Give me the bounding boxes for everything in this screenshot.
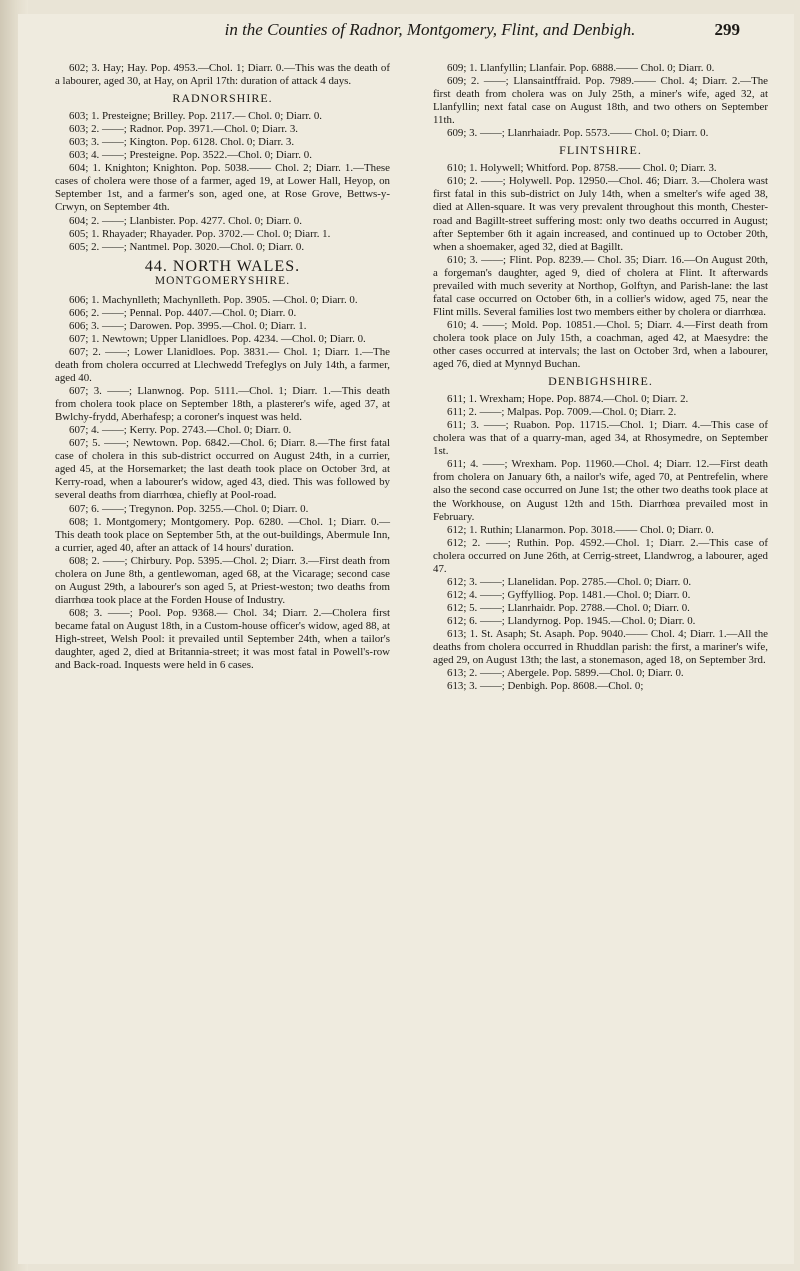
entry-paragraph: 603; 1. Presteigne; Brilley. Pop. 2117.— Chol. 0; Diarr. 0. [69, 110, 322, 123]
section-heading: MONTGOMERYSHIRE. [154, 274, 291, 287]
entry-paragraph: 612; 2. ——; Ruthin. Pop. 4592.—Chol. 1; Diarr. 2.—This case of cholera occurred on June 26th, at Cerrig-street, Llandwrog, a labourer, aged 47. [433, 536, 768, 575]
entry-paragraph: 611; 3. ——; Ruabon. Pop. 11715.—Chol. 1; Diarr. 4.—This case of cholera was that of a quarry-man, aged 34, at Rhosymedre, on September 1st. [433, 419, 768, 458]
entry-paragraph: 613; 1. St. Asaph; St. Asaph. Pop. 9040.—— Chol. 4; Diarr. 1.—All the deaths from cholera occurred in Rhuddlan parish: the first, a mariner's wife, aged 29, on August 13th; the last, a stonemason, aged 18, on September 3rd. [433, 627, 768, 667]
entry-paragraph: 604; 2. ——; Llanbister. Pop. 4277. Chol. 0; Diarr. 0. [69, 214, 302, 227]
entry-paragraph: 608; 3. ——; Pool. Pop. 9368.— Chol. 34; Diarr. 2.—Cholera first became fatal on August 18th, in a Custom-house officer's widow, aged 88, at High-street, Welsh Pool: it prevailed until September 24th, when a tailor's daughter, aged 2, died at Britannia-street; it was most fatal in Powell's-row and Back-road. Inquests were held in 6 cases. [55, 606, 390, 672]
section-heading: 44. NORTH WALES. [144, 257, 301, 275]
entry-paragraph: 611; 2. ——; Malpas. Pop. 7009.—Chol. 0; Diarr. 2. [447, 406, 677, 419]
entry-paragraph: 606; 2. ——; Pennal. Pop. 4407.—Chol. 0; Diarr. 0. [69, 306, 297, 319]
entry-paragraph: 610; 2. ——; Holywell. Pop. 12950.—Chol. 46; Diarr. 3.—Cholera wast first fatal in this sub-district on July 14th, when a smelter's wife aged 38, died at Allen-square. It was very prevalent throughout this month, Chester-road and Bagillt-street suffering most: only two deaths occurred in August; after September 6th it again increased, and continued up to October 20th, when a shoemaker, aged 32, died at Bagillt. [433, 175, 768, 253]
entry-paragraph: 610; 1. Holywell; Whitford. Pop. 8758.—— Chol. 0; Diarr. 3. [447, 162, 717, 175]
entry-paragraph: 607; 1. Newtown; Upper Llanidloes. Pop. 4234. —Chol. 0; Diarr. 0. [69, 332, 366, 345]
entry-paragraph: 608; 2. ——; Chirbury. Pop. 5395.—Chol. 2; Diarr. 3.—First death from cholera on June 8th, a gentlewoman, aged 68, at the Vicarage; second case on August 29th, a labourer's son aged 5, at Priest-weston; two deaths from diarrhœa took place at the Forden House of Industry. [55, 554, 390, 606]
entry-paragraph: 607; 3. ——; Llanwnog. Pop. 5111.—Chol. 1; Diarr. 1.—This death from cholera took place on September 18th, a plasterer's wife, aged 37, at Bwlchy-frydd, Aberhafesp; a coroner's inquest was held. [55, 385, 390, 424]
entry-paragraph: 611; 1. Wrexham; Hope. Pop. 8874.—Chol. 0; Diarr. 2. [447, 393, 689, 406]
entry-paragraph: 612; 5. ——; Llanrhaidr. Pop. 2788.—Chol. 0; Diarr. 0. [447, 601, 690, 614]
entry-paragraph: 612; 1. Ruthin; Llanarmon. Pop. 3018.—— Chol. 0; Diarr. 0. [447, 523, 714, 536]
section-heading: RADNORSHIRE. [172, 91, 273, 106]
entry-paragraph: 603; 3. ——; Kington. Pop. 6128. Chol. 0; Diarr. 3. [69, 136, 295, 149]
page-number: 299 [714, 20, 740, 39]
entry-paragraph: 603; 4. ——; Presteigne. Pop. 3522.—Chol. 0; Diarr. 0. [69, 149, 312, 162]
entry-paragraph: 607; 4. ——; Kerry. Pop. 2743.—Chol. 0; Diarr. 0. [69, 424, 292, 437]
entry-paragraph: 606; 3. ——; Darowen. Pop. 3995.—Chol. 0; Diarr. 1. [69, 319, 307, 332]
entry-paragraph: 612; 3. ——; Llanelidan. Pop. 2785.—Chol. 0; Diarr. 0. [447, 575, 692, 588]
entry-paragraph: 607; 5. ——; Newtown. Pop. 6842.—Chol. 6; Diarr. 8.—The first fatal case of cholera in this sub-district occurred on August 24th, in a currier, aged 45, at the Horsemarket; the last death took place on October 3rd, at Kerry-road, when a labourer's widow, aged 43, died. This was followed by several deaths from diarrhœa, chiefly at Pool-road. [55, 437, 390, 502]
section-heading: FLINTSHIRE. [559, 143, 642, 158]
left-column [55, 62, 390, 672]
running-header [120, 20, 740, 50]
entry-paragraph: 602; 3. Hay; Hay. Pop. 4953.—Chol. 1; Diarr. 0.—This was the death of a labourer, aged 30, at Hay, on April 17th: duration of attack 4 days. [55, 62, 390, 88]
entry-paragraph: 609; 1. Llanfyllin; Llanfair. Pop. 6888.—— Chol. 0; Diarr. 0. [447, 62, 715, 74]
entry-paragraph: 607; 6. ——; Tregynon. Pop. 3255.—Chol. 0; Diarr. 0. [69, 502, 309, 515]
entry-paragraph: 604; 1. Knighton; Knighton. Pop. 5038.—— Chol. 2; Diarr. 1.—These cases of cholera were those of a farmer, aged 19, at Lower Hall, Heyop, on September 1st, and a farmer's son, aged one, at Rose Grove, Bettws-y-Crwyn, on September 4th. [55, 162, 390, 214]
entry-paragraph: 612; 6. ——; Llandyrnog. Pop. 1945.—Chol. 0; Diarr. 0. [447, 614, 696, 627]
right-column [433, 62, 768, 693]
entry-paragraph: 603; 2. ——; Radnor. Pop. 3971.—Chol. 0; Diarr. 3. [69, 123, 299, 136]
entry-paragraph: 610; 3. ——; Flint. Pop. 8239.— Chol. 35; Diarr. 16.—On August 20th, a forgeman's daughter, aged 9, died of cholera at Flint. It afterwards prevailed with much severity at Northop, Golftyn, and Parish-lane: the last fatal case occurred on October 6th, in a collier's widow, aged 75, near the Flint mills. Several families lost two members either by cholera or diarrhœa. [433, 253, 768, 318]
entry-paragraph: 611; 4. ——; Wrexham. Pop. 11960.—Chol. 4; Diarr. 12.—First death from cholera on January 6th, a nailor's wife, aged 70, at Pentrefelin, where also the second case occurred on June 1st; the other two deaths took place at the Workhouse, on August 12th and 15th. Diarrhœa prevailed most in February. [433, 458, 768, 523]
entry-paragraph: 606; 1. Machynlleth; Machynlleth. Pop. 3905. —Chol. 0; Diarr. 0. [69, 293, 358, 306]
section-heading: DENBIGHSHIRE. [548, 374, 653, 389]
entry-paragraph: 608; 1. Montgomery; Montgomery. Pop. 6280. —Chol. 1; Diarr. 0.—This death took place on September 5th, at the out-buildings, Abermule Inn, a currier, aged 40, after an attack of 14 hours' duration. [55, 515, 390, 554]
entry-paragraph: 613; 2. ——; Abergele. Pop. 5899.—Chol. 0; Diarr. 0. [447, 667, 684, 680]
entry-paragraph: 605; 1. Rhayader; Rhayader. Pop. 3702.— Chol. 0; Diarr. 1. [69, 227, 331, 240]
entry-paragraph: 610; 4. ——; Mold. Pop. 10851.—Chol. 5; Diarr. 4.—First death from cholera took place on July 15th, a coachman, aged 42, at Maesydre: the other cases occurred at intervals; the last on October 3rd, when a labourer, aged 76, died at Mynnyd Buchan. [433, 318, 768, 371]
entry-paragraph: 613; 3. ——; Denbigh. Pop. 8608.—Chol. 0; [447, 680, 644, 693]
entry-paragraph: 612; 4. ——; Gyffylliog. Pop. 1481.—Chol. 0; Diarr. 0. [447, 588, 691, 601]
entry-paragraph: 605; 2. ——; Nantmel. Pop. 3020.—Chol. 0; Diarr. 0. [69, 240, 305, 253]
entry-paragraph: 609; 3. ——; Llanrhaiadr. Pop. 5573.—— Chol. 0; Diarr. 0. [447, 127, 709, 140]
entry-paragraph: 607; 2. ——; Lower Llanidloes. Pop. 3831.— Chol. 1; Diarr. 1.—The death from cholera occurred at Llechwedd Trefeglys on July 14th, a farmer, aged 40. [55, 345, 390, 385]
entry-paragraph: 609; 2. ——; Llansaintffraid. Pop. 7989.—— Chol. 4; Diarr. 2.—The first death from cholera was on July 25th, a miner's wife, aged 32, at Llanfyllin; next fatal case on August 18th, and two others on September 11th. [433, 75, 768, 127]
running-header-title: in the Counties of Radnor, Montgomery, Flint, and Denbigh. [224, 20, 636, 39]
